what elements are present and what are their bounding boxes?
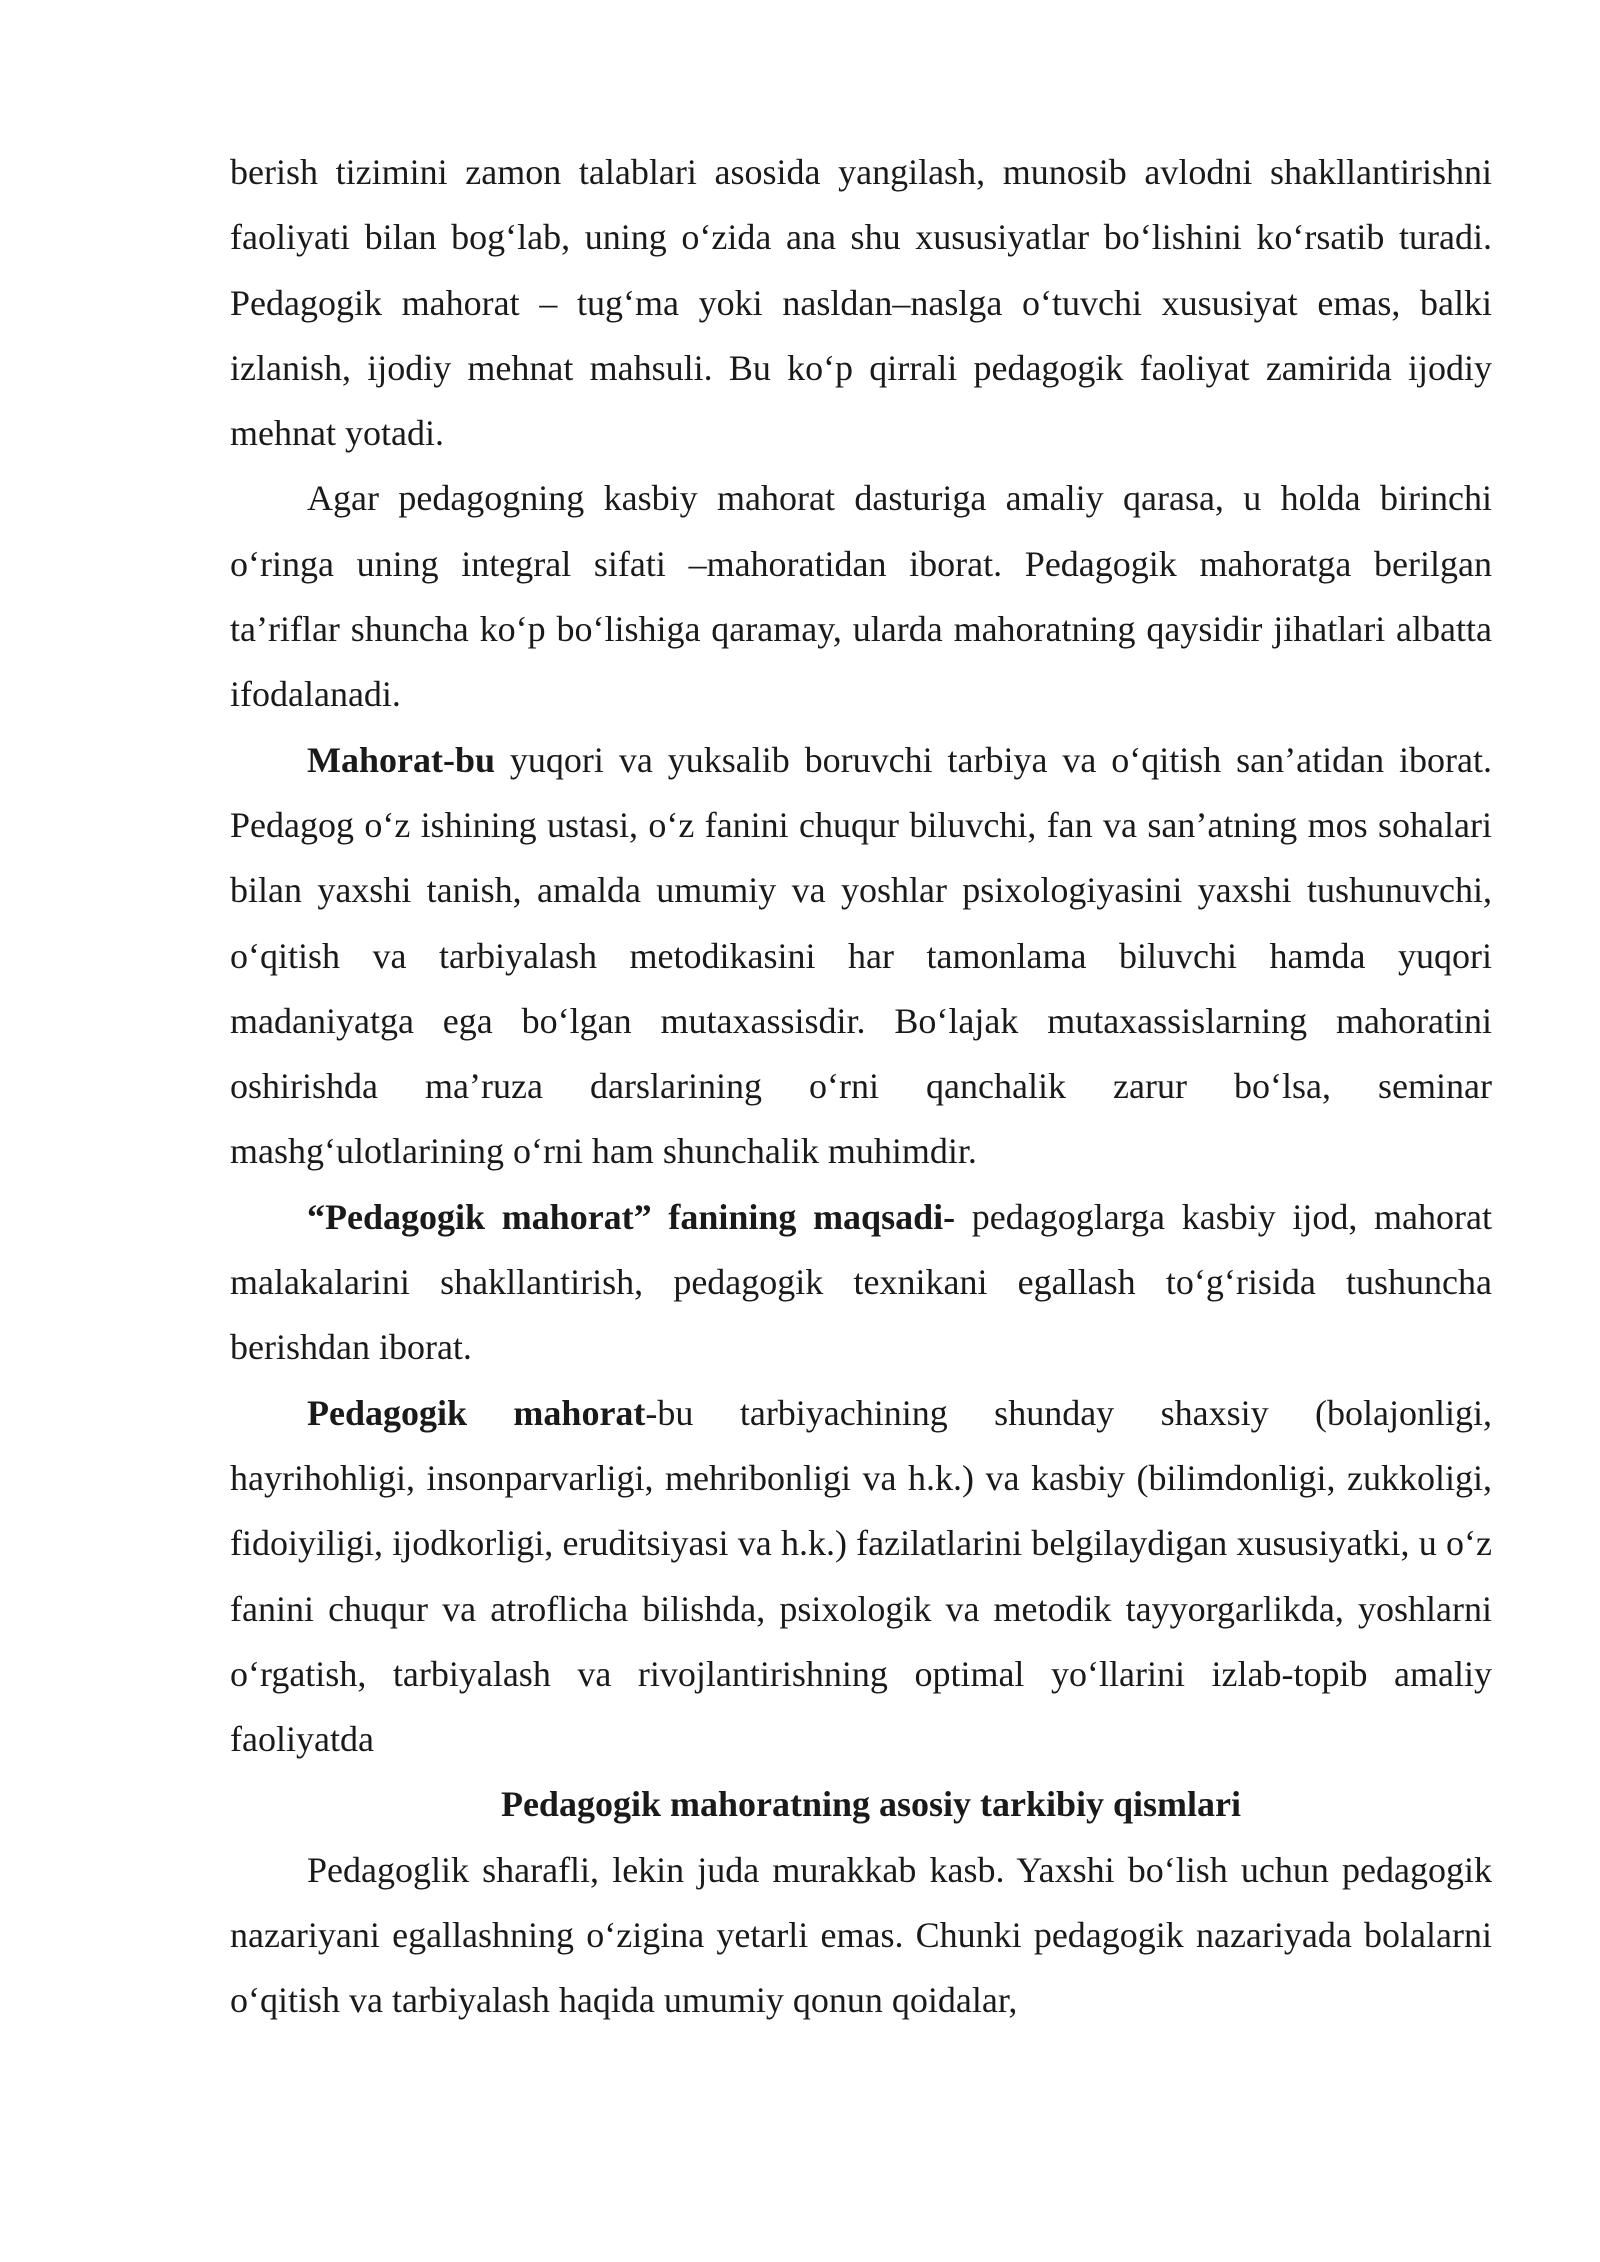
paragraph-text: Pedagoglik sharafli, lekin juda murakkab kasb. Yaxshi bo‘lish uchun pedagogik nazariyani egallashning o‘zigina yetarli emas. Chunki pedagogik nazariyada bolalarni o‘qitish va tarbiyalash haqida umumiy qonun qoidalar, [230,1849,1492,2021]
paragraph-1 [230,140,1492,466]
paragraph-text: Agar pedagogning kasbiy mahorat dasturiga amaliy qarasa, u holda birinchi o‘ringa uning integral sifati –mahoratidan iborat. Pedagogik mahoratga berilgan ta’riflar shuncha ko‘p bo‘lishiga qaramay, ularda mahoratning qaysidir jihatlari albatta ifodalanadi. [230,478,1492,715]
paragraph-2 [230,466,1492,727]
paragraph-3 [230,728,1492,1185]
document-page [230,140,1492,2034]
paragraph-4 [230,1185,1492,1381]
paragraph-text: -bu tarbiyachining shunday shaxsiy (bolajonligi, hayrihohligi, insonparvarligi, mehribonligi va h.k.) va kasbiy (bilimdonligi, zukkoligi, fidoiyiligi, ijodkorligi, eruditsiyasi va h.k.) fazilatlarini belgilaydigan xususiyatki, u o‘z fanini chuqur va atroflicha bilishda, psixologik va metodik tayyorgarlikda, yoshlarni o‘rgatish, tarbiyalash va rivojlantirishning optimal yo‘llarini izlab-topib amaliy faoliyatda [230,1392,1492,1760]
bold-term: Mahorat-bu [307,739,495,780]
paragraph-text: yuqori va yuksalib boruvchi tarbiya va o‘qitish san’atidan iborat. Pedagog o‘z ishining ustasi, o‘z fanini chuqur biluvchi, fan va san’atning mos sohalari bilan yaxshi tanish, amalda umumiy va yoshlar psixologiyasini yaxshi tushunuvchi, o‘qitish va tarbiyalash metodikasini har tamonlama biluvchi hamda yuqori madaniyatga ega bo‘lgan mutaxassisdir. Bo‘lajak mutaxassislarning mahoratini oshirishda ma’ruza darslarining o‘rni qanchalik zarur bo‘lsa, seminar mashg‘ulotlarining o‘rni ham shunchalik muhimdir. [230,739,1492,1172]
paragraph-5 [230,1381,1492,1773]
bold-term: “Pedagogik mahorat” fanining maqsadi- [307,1196,956,1237]
paragraph-text: berish tizimini zamon talablari asosida yangilash, munosib avlodni shakllantirishni faoliyati bilan bog‘lab, uning o‘zida ana shu xususiyatlar bo‘lishini ko‘rsatib turadi. Pedagogik mahorat – tug‘ma yoki nasldan–naslga o‘tuvchi xususiyat emas, balki izlanish, ijodiy mehnat mahsuli. Bu ko‘p qirrali pedagogik faoliyat zamirida ijodiy mehnat yotadi. [230,152,1492,454]
bold-term: Pedagogik mahorat [307,1392,646,1433]
paragraph-6 [230,1838,1492,2034]
paragraph-text: pedagoglarga kasbiy ijod, mahorat malakalarini shakllantirish, pedagogik texnikani egallash to‘g‘risida tushuncha berishdan iborat. [230,1196,1493,1368]
section-heading: Pedagogik mahoratning asosiy tarkibiy qismlari [500,1784,1242,1825]
